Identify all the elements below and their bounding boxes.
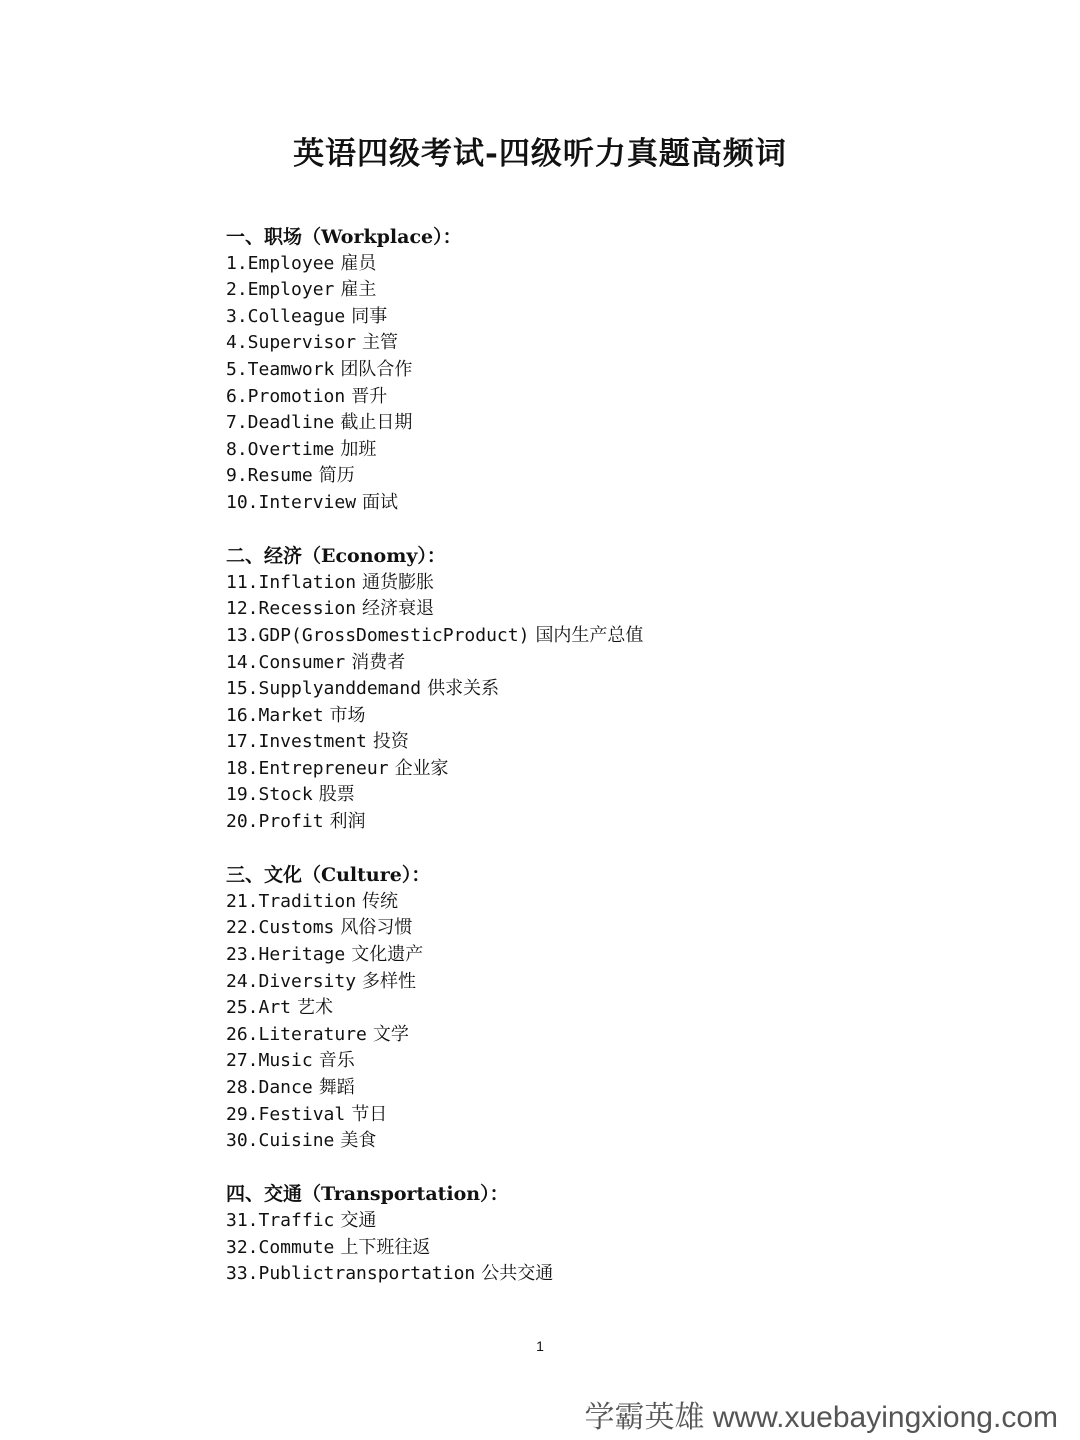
section-heading: 一、职场（Workplace）： xyxy=(226,226,462,248)
word-zh: 传统 xyxy=(362,890,399,912)
word-en: 23.Heritage xyxy=(226,944,346,966)
word-en: 3.Colleague xyxy=(226,305,346,327)
word-zh: 简历 xyxy=(318,465,355,487)
list-item xyxy=(226,1128,1026,1155)
list-item xyxy=(226,304,1026,331)
word-en: 26.Literature xyxy=(226,1023,367,1045)
word-zh: 消费者 xyxy=(351,651,406,673)
list-item xyxy=(226,782,1026,809)
word-en: 15.Supplyanddemand xyxy=(226,678,422,700)
word-en: 10.Interview xyxy=(226,491,357,513)
list-item xyxy=(226,650,1026,677)
word-zh: 市场 xyxy=(329,704,366,726)
word-en: 1.Employee xyxy=(226,252,335,274)
word-zh: 节日 xyxy=(351,1103,388,1125)
word-en: 11.Inflation xyxy=(226,571,357,593)
list-item xyxy=(226,1208,1026,1235)
word-en: 2.Employer xyxy=(226,279,335,301)
word-zh: 美食 xyxy=(340,1130,377,1152)
list-item xyxy=(226,1075,1026,1102)
list-item xyxy=(226,1235,1026,1262)
list-item xyxy=(226,889,1026,916)
watermark: 学霸英雄 www.xuebayingxiong.com xyxy=(584,1401,1058,1434)
document-title: 英语四级考试-四级听力真题高频词 xyxy=(293,136,787,172)
word-zh: 国内生产总值 xyxy=(535,624,644,646)
word-zh: 文学 xyxy=(372,1023,409,1045)
word-zh: 音乐 xyxy=(318,1050,355,1072)
word-en: 6.Promotion xyxy=(226,385,346,407)
word-en: 32.Commute xyxy=(226,1236,335,1258)
page-number: 1 xyxy=(536,1338,544,1354)
word-zh: 加班 xyxy=(340,438,377,460)
list-item xyxy=(226,410,1026,437)
word-en: 12.Recession xyxy=(226,598,357,620)
word-en: 14.Consumer xyxy=(226,651,346,673)
list-item xyxy=(226,915,1026,942)
word-zh: 上下班往返 xyxy=(340,1236,431,1258)
word-en: 13.GDP(GrossDomesticProduct) xyxy=(226,624,530,646)
word-zh: 风俗习惯 xyxy=(340,917,413,939)
word-zh: 投资 xyxy=(372,731,409,753)
word-zh: 艺术 xyxy=(297,997,334,1019)
word-en: 17.Investment xyxy=(226,731,367,753)
word-en: 31.Traffic xyxy=(226,1209,335,1231)
list-item xyxy=(226,357,1026,384)
word-zh: 雇主 xyxy=(340,279,377,301)
list-item xyxy=(226,463,1026,490)
list-item xyxy=(226,596,1026,623)
word-en: 20.Profit xyxy=(226,811,324,833)
word-zh: 交通 xyxy=(340,1209,377,1231)
word-zh: 供求关系 xyxy=(427,678,500,700)
word-zh: 截止日期 xyxy=(340,412,413,434)
section-culture xyxy=(226,862,1026,1155)
word-en: 18.Entrepreneur xyxy=(226,757,389,779)
word-zh: 企业家 xyxy=(394,757,449,779)
list-item xyxy=(226,437,1026,464)
section-heading: 四、交通（Transportation）： xyxy=(226,1183,509,1206)
word-en: 25.Art xyxy=(226,997,292,1019)
word-en: 9.Resume xyxy=(226,465,313,487)
word-en: 4.Supervisor xyxy=(226,332,357,354)
word-en: 29.Festival xyxy=(226,1103,346,1125)
list-item xyxy=(226,490,1026,517)
word-zh: 文化遗产 xyxy=(351,944,424,966)
word-en: 30.Cuisine xyxy=(226,1130,335,1152)
word-zh: 团队合作 xyxy=(340,358,413,380)
word-zh: 面试 xyxy=(362,491,399,513)
section-transportation xyxy=(226,1181,1026,1287)
list-item xyxy=(226,277,1026,304)
section-heading: 三、文化（Culture）： xyxy=(226,864,431,887)
word-zh: 通货膨胀 xyxy=(362,571,435,593)
list-item xyxy=(226,756,1026,783)
list-item xyxy=(226,570,1026,597)
word-en: 7.Deadline xyxy=(226,412,335,434)
word-zh: 经济衰退 xyxy=(362,598,435,620)
word-zh: 股票 xyxy=(318,784,355,806)
word-en: 22.Customs xyxy=(226,917,335,939)
list-item xyxy=(226,809,1026,836)
word-en: 28.Dance xyxy=(226,1077,313,1098)
list-item xyxy=(226,969,1026,996)
list-item xyxy=(226,330,1026,357)
section-heading: 二、经济（Economy）： xyxy=(226,545,446,568)
word-zh: 同事 xyxy=(351,305,388,327)
list-item xyxy=(226,729,1026,756)
list-item xyxy=(226,251,1026,278)
word-en: 5.Teamwork xyxy=(226,358,335,380)
word-en: 8.Overtime xyxy=(226,438,335,460)
word-en: 16.Market xyxy=(226,704,324,726)
word-en: 21.Tradition xyxy=(226,890,357,912)
list-item xyxy=(226,676,1026,703)
list-item xyxy=(226,1102,1026,1129)
word-zh: 晋升 xyxy=(351,385,388,407)
word-en: 24.Diversity xyxy=(226,970,357,992)
section-workplace xyxy=(226,224,1026,517)
word-en: 27.Music xyxy=(226,1050,313,1072)
list-item xyxy=(226,1022,1026,1049)
word-zh: 公共交通 xyxy=(481,1263,554,1285)
word-en: 19.Stock xyxy=(226,784,313,806)
section-economy xyxy=(226,543,1026,836)
list-item xyxy=(226,1048,1026,1075)
vocabulary-list xyxy=(226,224,1026,1314)
list-item xyxy=(226,995,1026,1022)
list-item xyxy=(226,384,1026,411)
word-zh: 雇员 xyxy=(340,252,377,274)
word-zh: 主管 xyxy=(362,332,399,354)
list-item xyxy=(226,623,1026,650)
list-item xyxy=(226,703,1026,730)
list-item xyxy=(226,1261,1026,1288)
word-zh: 多样性 xyxy=(362,970,417,992)
list-item xyxy=(226,942,1026,969)
word-en: 33.Publictransportation xyxy=(226,1263,476,1285)
word-zh: 舞蹈 xyxy=(318,1077,355,1098)
word-zh: 利润 xyxy=(329,811,366,833)
